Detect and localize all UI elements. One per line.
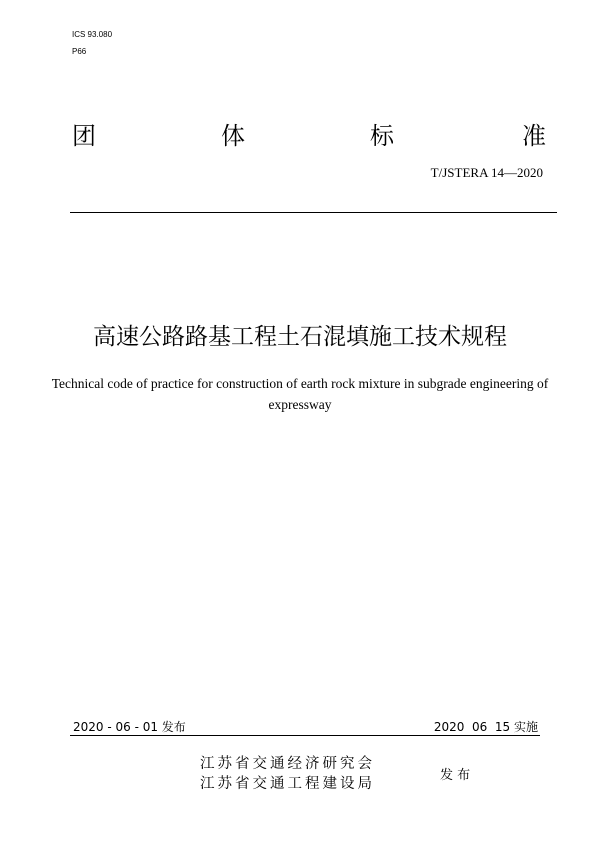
publisher: 江苏省交通工程建设局 bbox=[200, 776, 375, 792]
bottom-divider bbox=[70, 735, 540, 736]
category-char: 团 bbox=[72, 122, 96, 150]
category-char: 标 bbox=[370, 122, 394, 150]
ccs-code: P66 bbox=[72, 47, 87, 56]
implement-date: 2020 06 15 实施 bbox=[433, 720, 538, 734]
title-en: Technical code of practice for construction of earth rock mixture in subgrade engineering of expressway bbox=[51, 376, 549, 412]
publishers bbox=[200, 754, 375, 794]
standard-number: T/JSTERA 14—2020 bbox=[430, 165, 543, 180]
publish-label: 发 布 bbox=[440, 768, 471, 783]
top-divider bbox=[70, 212, 557, 213]
category-char: 体 bbox=[221, 122, 245, 150]
title-cn: 高速公路路基工程土石混填施工技术规程 bbox=[93, 324, 507, 350]
ics-code: ICS 93.080 bbox=[72, 30, 113, 39]
issue-date: 2020 - 06 - 01 发布 bbox=[73, 720, 186, 734]
category-char: 准 bbox=[522, 122, 546, 150]
publisher: 江苏省交通经济研究会 bbox=[200, 756, 375, 772]
